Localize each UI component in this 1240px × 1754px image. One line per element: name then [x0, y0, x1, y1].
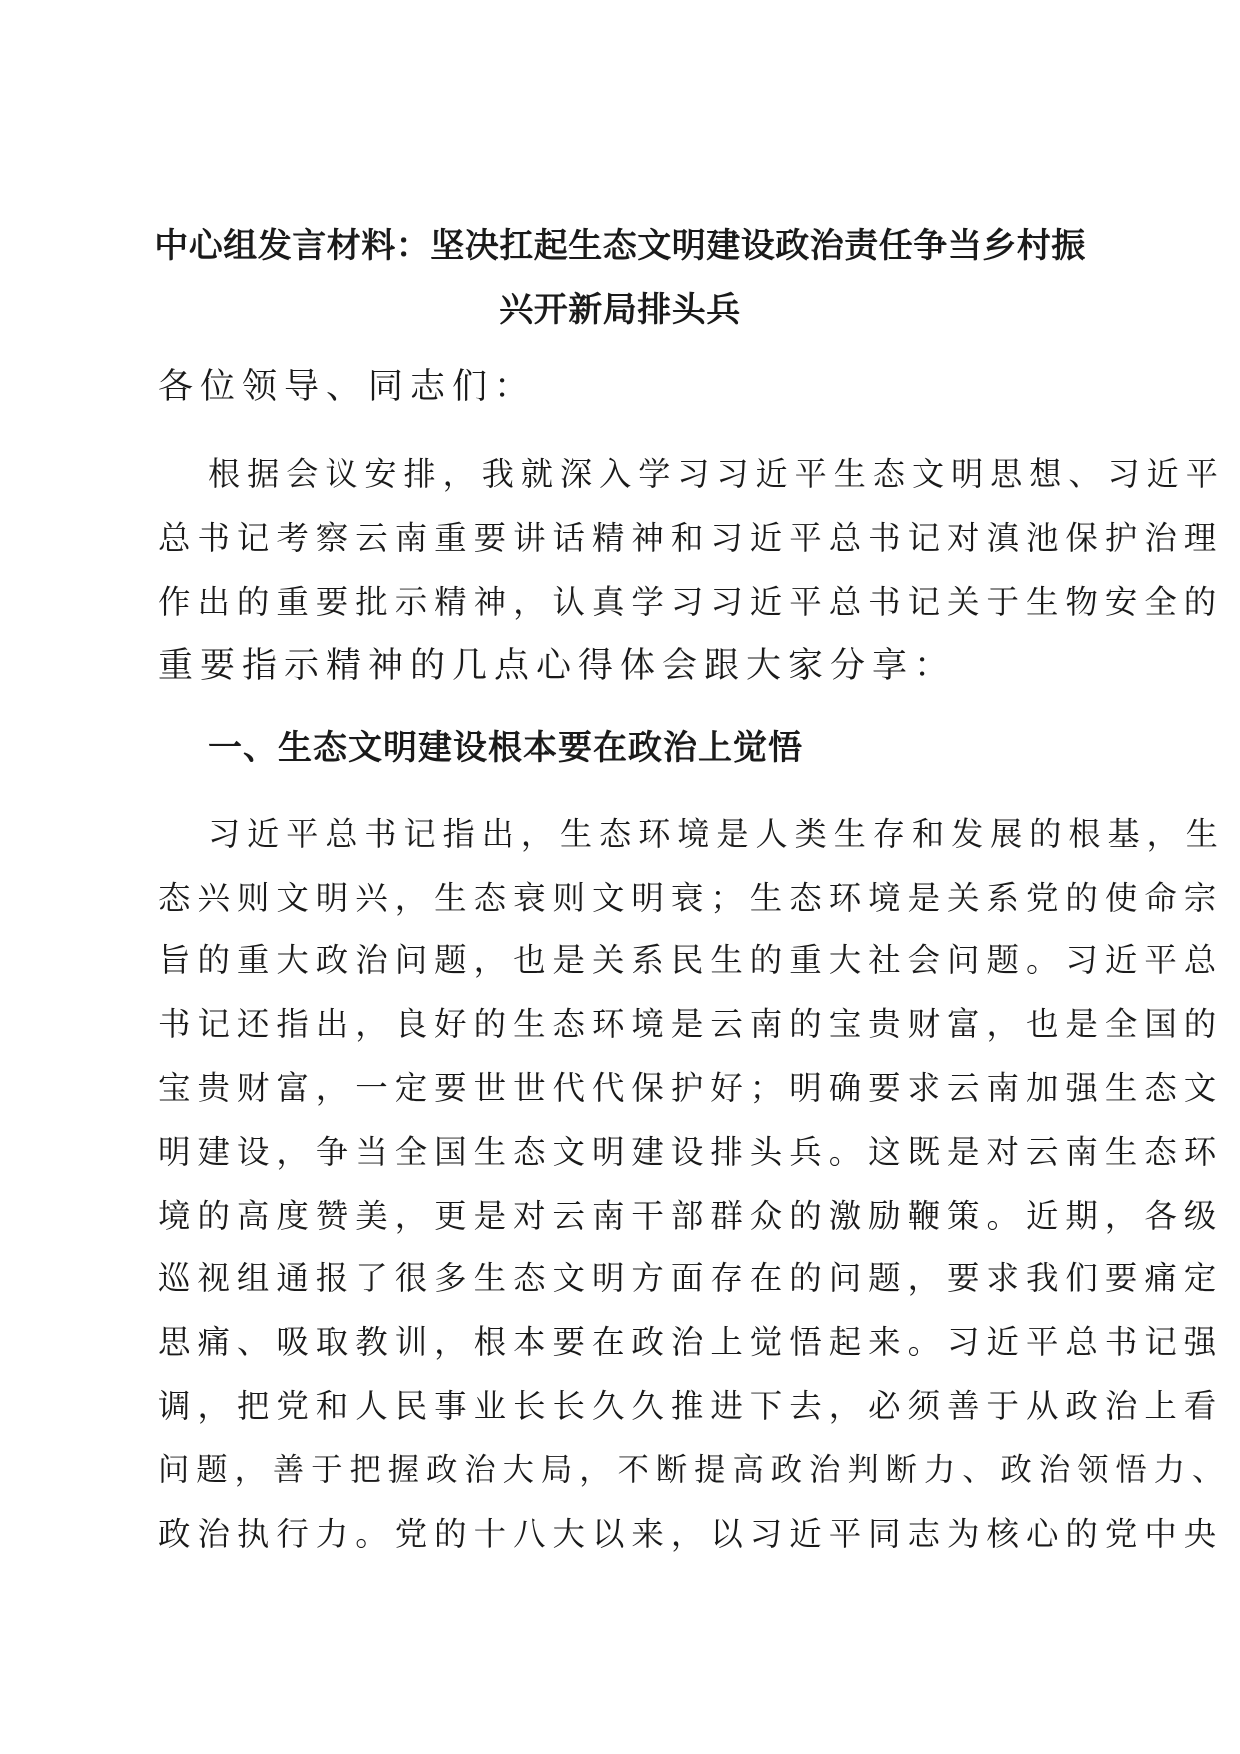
section1-line-6: 明建设，争当全国生态文明建设排头兵。这既是对云南生态环: [158, 1133, 1224, 1171]
section1-line-8: 巡视组通报了很多生态文明方面存在的问题，要求我们要痛定: [158, 1259, 1224, 1297]
intro-line-4: 重要指示精神的几点心得体会跟大家分享：: [158, 646, 957, 686]
document-title-line-1: 中心组发言材料：坚决扛起生态文明建设政治责任争当乡村振: [154, 226, 1086, 266]
section1-line-3: 旨的重大政治问题，也是关系民生的重大社会问题。习近平总: [158, 941, 1224, 979]
section1-line-5: 宝贵财富，一定要世世代代保护好；明确要求云南加强生态文: [158, 1069, 1224, 1107]
section-heading-1: 一、生态文明建设根本要在政治上觉悟: [208, 728, 803, 768]
section1-line-10: 调，把党和人民事业长长久久推进下去，必须善于从政治上看: [158, 1387, 1224, 1425]
intro-line-2: 总书记考察云南重要讲话精神和习近平总书记对滇池保护治理: [158, 519, 1224, 557]
section1-line-11: 问题，善于把握政治大局，不断提高政治判断力、政治领悟力、: [158, 1452, 1231, 1488]
document-title-line-2: 兴开新局排头兵: [499, 290, 741, 330]
section1-line-9: 思痛、吸取教训，根本要在政治上觉悟起来。习近平总书记强: [158, 1323, 1224, 1361]
section1-line-2: 态兴则文明兴，生态衰则文明衰；生态环境是关系党的使命宗: [158, 879, 1224, 917]
intro-line-3: 作出的重要批示精神，认真学习习近平总书记关于生物安全的: [158, 583, 1224, 621]
section1-line-12: 政治执行力。党的十八大以来，以习近平同志为核心的党中央: [158, 1515, 1224, 1553]
section1-line-1: 习近平总书记指出，生态环境是人类生存和发展的根基，生: [208, 815, 1225, 853]
intro-line-1: 根据会议安排，我就深入学习习近平生态文明思想、习近平: [208, 455, 1225, 493]
salutation: 各位领导、同志们：: [158, 367, 537, 407]
section1-line-7: 境的高度赞美，更是对云南干部群众的激励鞭策。近期，各级: [158, 1197, 1224, 1235]
section1-line-4: 书记还指出，良好的生态环境是云南的宝贵财富，也是全国的: [158, 1005, 1224, 1043]
